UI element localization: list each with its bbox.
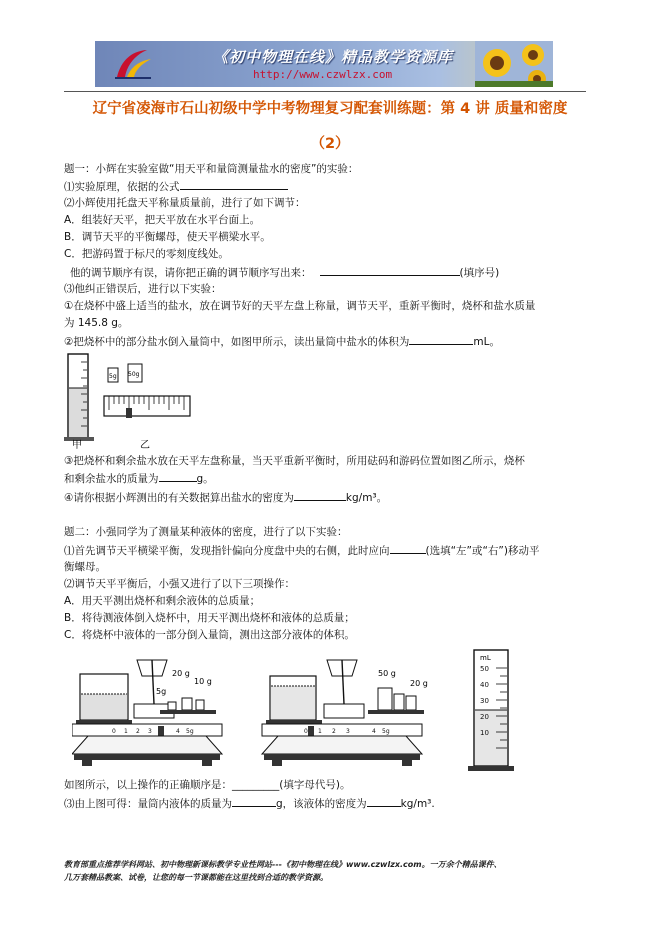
weight-label: 5g [109,373,117,380]
q1-step4: ④请你根据小辉测出的有关数据算出盐水的密度为 kg/m³。 [64,492,388,504]
weight-label: 50g [128,371,140,378]
figure-label-jia: 甲 [72,440,82,450]
q1-step3-cont: 和剩余盐水的质量为 g。 [64,473,214,485]
page-title: 辽宁省凌海市石山初级中学中考物理复习配套训练题：第 4 讲 质量和密度 [92,101,568,117]
q2-option-c: C．将烧杯中液体的一部分倒入量筒，测出这部分液体的体积。 [64,629,355,641]
weight-label: 10 g [194,677,212,686]
banner-title: 《初中物理在线》精品教学资源库 [213,48,454,66]
q2-part2: ⑵调节天平平衡后，小强又进行了以下三项操作： [64,578,295,590]
density-blank[interactable] [294,490,346,501]
q1-option-a: A．组装好天平，把天平放在水平台面上。 [64,214,261,226]
balance-left [72,660,222,766]
figure-measuring-cylinder [466,646,518,774]
q1-option-c: C．把游码置于标尺的零刻度线处。 [64,248,229,260]
figure-cylinder-and-rider [64,350,192,450]
q1-step3: ③把烧杯和剩余盐水放在天平左盘称量，当天平重新平衡时，所用砝码和游码位置如图乙所示，烧杯 [64,455,525,467]
q1-step2: ②把烧杯中的部分盐水倒入量筒中，如图甲所示，读出量筒中盐水的体积为 mL。 [64,336,500,348]
q1-part3: ⑶他纠正错误后，进行以下实验： [64,283,222,295]
scale-number: 1 [318,728,322,735]
mass-blank[interactable] [159,471,197,482]
scale-number: 3 [346,728,350,735]
weight-label: 5g [156,687,167,696]
page-footer [64,858,604,884]
q2-order: 如图所示，以上操作的正确顺序是：_________(填字母代号)。 [64,779,351,791]
q2-part1: ⑴首先调节天平横梁平衡，发现指针偏向分度盘中央的右侧，此时应向 (选填“左”或“右”)移动平 [64,545,540,557]
header-divider [64,91,586,92]
q1-option-b: B．调节天平的平衡螺母，使天平横梁水平。 [64,231,271,243]
q2-option-a: A．用天平测出烧杯和剩余液体的总质量； [64,595,261,607]
balance-right [262,660,428,766]
q1-intro: 题一：小辉在实验室做“用天平和量筒测量盐水的密度”的实验： [64,163,359,175]
weight-label: 20 g [410,679,428,688]
scale-number: 1 [124,728,128,735]
formula-blank[interactable] [180,179,288,190]
cylinder-tick: 20 [480,713,489,721]
sunflower-icon [475,41,553,87]
scale-number: 3 [148,728,152,735]
direction-blank[interactable] [390,543,426,554]
scale-number: 5g [186,728,194,735]
site-logo-icon [113,47,153,81]
liquid-density-blank[interactable] [367,796,401,807]
q1-part1: ⑴实验原理，依据的公式 [64,179,288,194]
q1-step1-cont: 为 145.8 g。 [64,317,129,329]
cylinder-tick: 50 [480,665,489,673]
scale-number: 4 [176,728,180,735]
order-answer-blank[interactable]: _________ [232,779,280,791]
scale-number: 5g [382,728,390,735]
liquid-mass-blank[interactable] [232,796,276,807]
cylinder-unit: mL [480,654,491,662]
footer-line: 教育部重点推荐学科网站、初中物理新课标教学专业性网站---《初中物理在线》www.czwlzx.com。一万余个精品课件、 [64,860,502,869]
cylinder-tick: 40 [480,681,489,689]
banner-url: http://www.czwlzx.com [253,68,393,81]
q1-order: 他的调节顺序有误，请你把正确的调节顺序写出来： (填序号) [70,267,500,279]
scale-number: 2 [332,728,336,735]
scale-number: 4 [372,728,376,735]
weight-label: 50 g [378,669,396,678]
volume-blank[interactable] [409,334,473,345]
order-blank[interactable] [320,265,460,276]
weight-label: 20 g [172,669,190,678]
q2-intro: 题二：小强同学为了测量某种液体的密度，进行了以下实验： [64,526,348,538]
scale-number: 0 [112,728,116,735]
page-title-part: （2） [310,136,350,152]
cylinder-tick: 10 [480,729,489,737]
figure-balances [72,646,532,774]
figure-label-yi: 乙 [140,440,150,450]
footer-line: 几万套精品教案、试卷，让您的每一节课都能在这里找到合适的教学资源。 [64,873,328,882]
cylinder-tick: 30 [480,697,489,705]
q2-part3: ⑶由上图可得：量筒内液体的质量为 g，该液体的密度为 kg/m³. [64,798,435,810]
q2-option-b: B．将待测液体倒入烧杯中，用天平测出烧杯和液体的总质量； [64,612,355,624]
scale-number: 2 [136,728,140,735]
header-banner [95,41,553,87]
q1-part2: ⑵小辉使用托盘天平称量质量前，进行了如下调节： [64,197,306,209]
q2-part1-cont: 衡螺母。 [64,561,106,573]
q1-step1: ①在烧杯中盛上适当的盐水，放在调节好的天平左盘上称量，调节天平，重新平衡时，烧杯和盐水质量 [64,300,536,312]
scale-number: 0 [304,728,308,735]
